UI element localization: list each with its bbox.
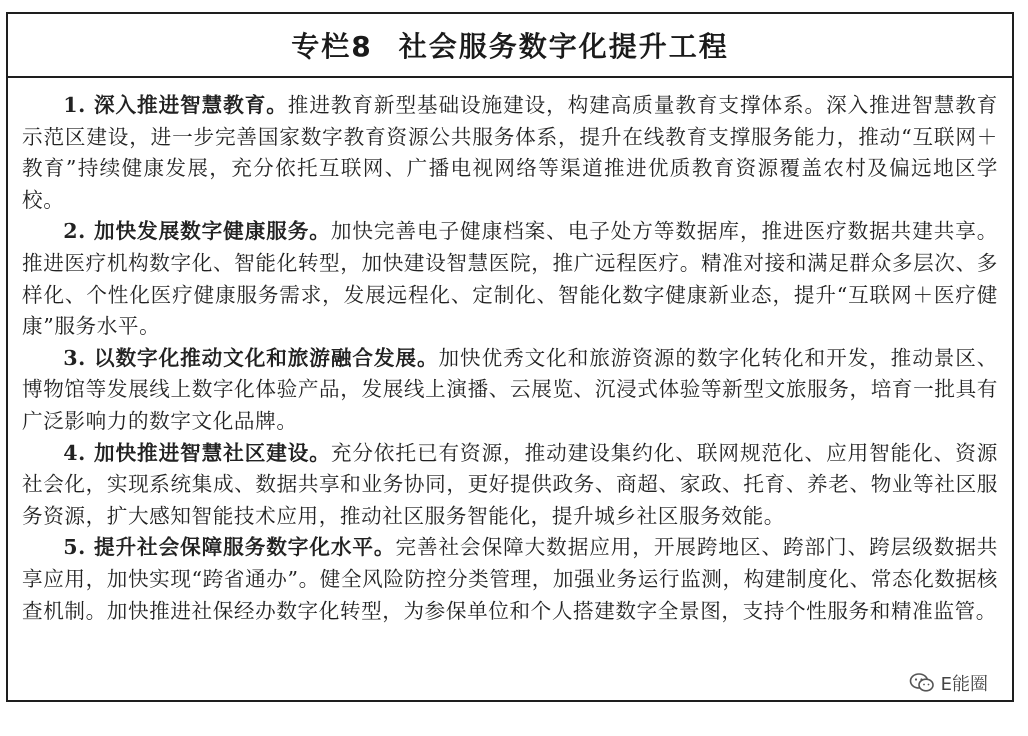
item-text: 充分依托已有资源，推动建设集约化、联网规范化、应用智能化、资源社会化，实现系统集成、数据共享和业务协同，更好提供政务、商超、家政、托育、养老、物业等社区服务资源，扩大感知智能技术应用，推动社区服务智能化，提升城乡社区服务效能。 bbox=[22, 440, 998, 528]
item-text: 加快完善电子健康档案、电子处方等数据库，推进医疗数据共建共享。推进医疗机构数字化、智能化转型，加快建设智慧医院，推广远程医疗。精准对接和满足群众多层次、多样化、个性化医疗健康服务需求，发展远程化、定制化、智能化数字健康新业态，提升“互联网＋医疗健康”服务水平。 bbox=[22, 219, 998, 339]
item-text: 完善社会保障大数据应用，开展跨地区、跨部门、跨层级数据共享应用，加快实现“跨省通办”。健全风险防控分类管理，加强业务运行监测，构建制度化、常态化数据核查机制。加快推进社保经办数字化转型，为参保单位和个人搭建数字全景图，支持个性服务和精准监管。 bbox=[22, 535, 999, 623]
item-heading: 1. 深入推进智慧教育。 bbox=[63, 93, 288, 117]
wechat-icon bbox=[909, 672, 935, 694]
item-paragraph bbox=[22, 532, 998, 627]
column-label: 专栏8 bbox=[291, 30, 373, 63]
column-box bbox=[6, 12, 1014, 702]
item-paragraph bbox=[22, 438, 998, 533]
page-title bbox=[291, 25, 729, 65]
watermark bbox=[905, 668, 992, 698]
item-heading: 3. 以数字化推动文化和旅游融合发展。 bbox=[63, 345, 439, 370]
item-paragraph bbox=[22, 216, 998, 342]
item-text: 推进教育新型基础设施建设，构建高质量教育支撑体系。深入推进智慧教育示范区建设，进一步完善国家数字教育资源公共服务体系，提升在线教育支撑服务能力，推动“互联网＋教育”持续健康发展，充分依托互联网、广播电视网络等渠道推进优质教育资源覆盖农村及偏远地区学校。 bbox=[22, 93, 998, 212]
item-heading: 4. 加快推进智慧社区建设。 bbox=[63, 440, 331, 465]
column-title: 社会服务数字化提升工程 bbox=[398, 30, 729, 63]
title-row bbox=[8, 14, 1012, 78]
watermark-text: E能圈 bbox=[940, 674, 988, 695]
item-heading: 5. 提升社会保障服务数字化水平。 bbox=[63, 535, 396, 560]
column-body bbox=[8, 78, 1012, 627]
item-heading: 2. 加快发展数字健康服务。 bbox=[63, 219, 331, 244]
item-paragraph bbox=[22, 90, 998, 216]
item-text: 加快优秀文化和旅游资源的数字化转化和开发，推动景区、博物馆等发展线上数字化体验产品，发展线上演播、云展览、沉浸式体验等新型文旅服务，培育一批具有广泛影响力的数字文化品牌。 bbox=[22, 345, 998, 433]
item-paragraph bbox=[22, 343, 998, 438]
